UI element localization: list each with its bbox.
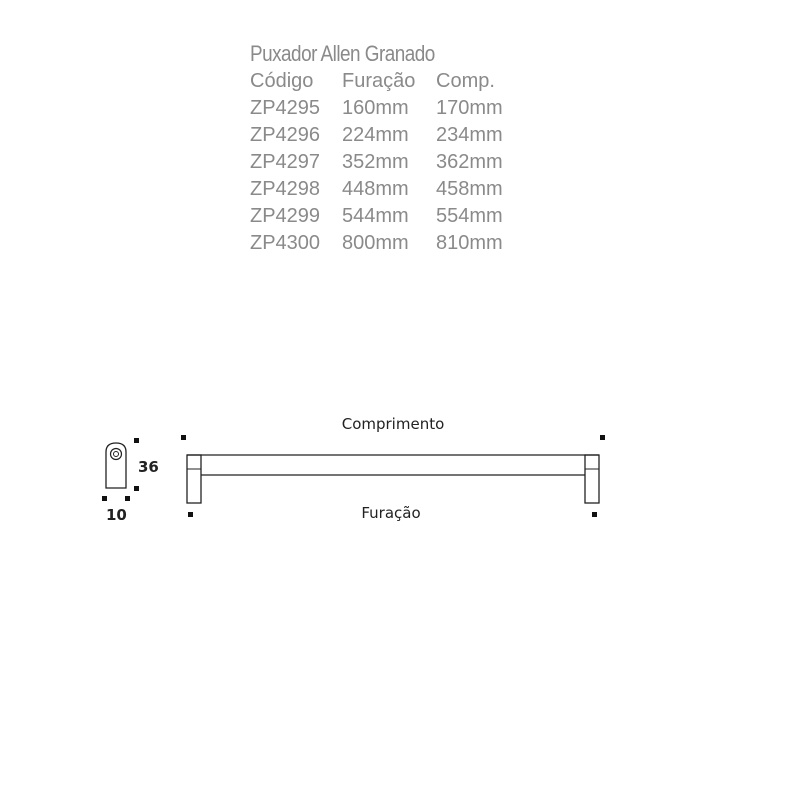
cell-comp: 810mm <box>436 232 503 254</box>
dimension-marker <box>125 496 130 501</box>
left-handle-leg <box>187 455 201 503</box>
dimension-marker <box>592 512 597 517</box>
cell-furacao: 352mm <box>342 151 409 173</box>
cell-codigo: ZP4295 <box>250 97 321 119</box>
cell-comp: 234mm <box>436 124 503 146</box>
length-dimension-label: Comprimento <box>341 415 445 433</box>
side-view-outline <box>106 443 126 488</box>
cell-comp: 362mm <box>436 151 503 173</box>
dimension-marker <box>102 496 107 501</box>
screw-hole-outer <box>111 449 122 460</box>
cell-codigo: ZP4298 <box>250 178 321 200</box>
cell-furacao: 800mm <box>342 232 409 254</box>
dimension-marker <box>188 512 193 517</box>
front-view <box>181 415 605 522</box>
product-title: Puxador Allen Granado <box>250 41 435 66</box>
cell-furacao: 544mm <box>342 205 409 227</box>
cell-codigo: ZP4297 <box>250 151 321 173</box>
height-dimension-label: 36 <box>138 458 159 476</box>
cell-codigo: ZP4299 <box>250 205 321 227</box>
side-view <box>102 438 159 524</box>
hole-spacing-dimension-label: Furação <box>361 504 421 522</box>
screw-hole-inner <box>114 452 119 457</box>
header-codigo: Código <box>250 70 314 92</box>
cell-furacao: 224mm <box>342 124 409 146</box>
cell-codigo: ZP4296 <box>250 124 321 146</box>
dimension-marker <box>181 435 186 440</box>
header-comp: Comp. <box>436 70 495 92</box>
right-handle-leg <box>585 455 599 503</box>
dimension-marker <box>600 435 605 440</box>
width-dimension-label: 10 <box>106 506 127 524</box>
dimension-marker <box>134 486 139 491</box>
cell-furacao: 448mm <box>342 178 409 200</box>
cell-comp: 170mm <box>436 97 503 119</box>
cell-comp: 554mm <box>436 205 503 227</box>
cell-codigo: ZP4300 <box>250 232 321 254</box>
header-furacao: Furação <box>342 70 416 92</box>
cell-furacao: 160mm <box>342 97 409 119</box>
dimension-marker <box>134 438 139 443</box>
cell-comp: 458mm <box>436 178 503 200</box>
